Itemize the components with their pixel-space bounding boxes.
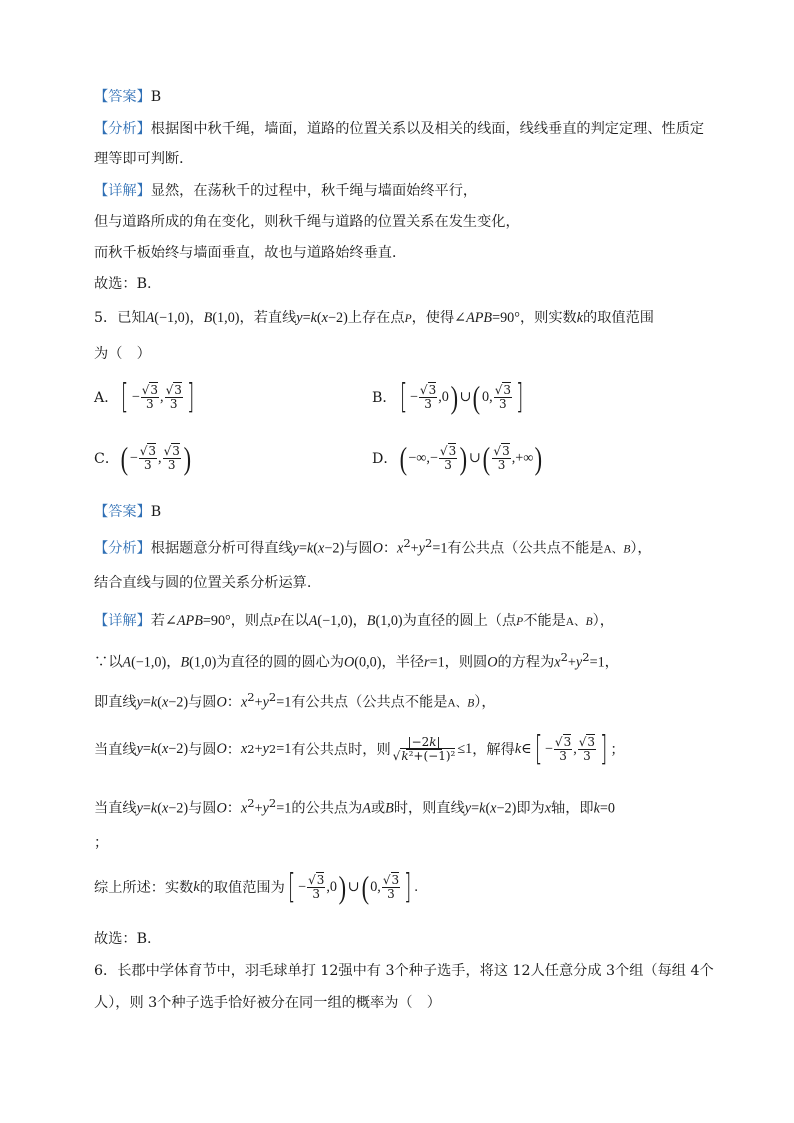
q6-line-2	[94, 992, 441, 1012]
detail-text: ，半径	[381, 654, 425, 671]
option-a: A． [ − $\frac{√3}{3}$ , $\frac{√3}{3}$ ]	[94, 377, 195, 417]
detail-text: 若	[150, 613, 165, 629]
analysis-text-2: 理等即可判断．	[94, 151, 194, 167]
detail-label: 【详解】	[94, 183, 151, 199]
detail-text: 的方程为	[497, 654, 555, 671]
q5-text: 5．已知	[94, 310, 146, 326]
analysis-label: 【分析】	[94, 121, 151, 137]
detail-text: 的公共点为	[291, 800, 363, 817]
analysis-label: 【分析】	[94, 540, 151, 557]
detail-text: 为直径的圆上（点	[402, 613, 517, 629]
detail-line-2	[94, 211, 520, 231]
answer-label: 【答案】	[94, 89, 151, 105]
q6-text: 6．长郡中学体育节中，羽毛球单打 12强中有 3个种子选手，将这 12人任意分成 3个组（每组 4个	[94, 963, 714, 979]
choose-line-2	[94, 928, 152, 948]
option-d: D． ( −∞,− $\frac{√3}{3}$ ) ∪ ( $\frac{√3}{3}$ ,+∞ )	[372, 440, 543, 476]
option-label: A．	[94, 390, 119, 406]
q5-text: 上存在点	[347, 310, 405, 326]
detail-text: 即直线	[94, 694, 137, 711]
q5-text: ，若直线	[239, 310, 297, 326]
detail-text: ），	[474, 694, 496, 711]
option-label: D．	[372, 451, 398, 467]
answer-value: B	[150, 89, 162, 105]
option-b: B． [ − $\frac{√3}{3}$ ,0 ) ∪ ( 0, $\frac{√3}{3}$ ]	[372, 377, 524, 417]
analysis-line-1	[94, 118, 704, 138]
detail2-line-1: 【详解】若∠APB=90°，则点P在以A(−1,0)，B(1,0)为直径的圆上（点P不能是A、B），	[94, 613, 614, 629]
detail-text-3: 而秋千板始终与墙面垂直，故也与道路始终垂直．	[94, 245, 407, 261]
detail-text: 为直径的圆的圆心为	[216, 654, 345, 671]
detail-text: 有公共点（公共点不能是	[291, 694, 448, 711]
analysis2-line-2	[94, 572, 311, 592]
analysis-line-2	[94, 148, 193, 168]
q6-text-2: 人），则 3个种子选手恰好被分在同一组的概率为（ ）	[94, 995, 441, 1011]
detail-text: 不能是	[523, 613, 566, 629]
answer-line-2	[94, 501, 161, 521]
detail-text: 或	[370, 800, 386, 817]
choose-text: 故选：B.	[94, 931, 152, 947]
detail-text: ，则圆	[444, 654, 488, 671]
detail2-line-7: 综上所述：实数 k 的取值范围为 [ − $\frac{√3}{3}$ ,0 ) ∪ ( 0, $\frac{√3}{3}$ ] .	[94, 867, 418, 907]
q5-stem-line-2	[94, 343, 151, 363]
detail2-line-3: 即直线y=k(x−2)与圆O：$x^2+y^2=1$有公共点（公共点不能是A、B），	[94, 690, 496, 711]
detail-text: 与圆	[188, 800, 217, 817]
detail2-line-6	[94, 832, 108, 852]
analysis2-line-1: 【分析】根据题意分析可得直线y=k(x−2)与圆O：$x^2+y^2=1$有公共点（公共点不能是A、B），	[94, 536, 652, 557]
detail-text: ∵以	[94, 654, 123, 671]
choose-text: 故选：B.	[94, 276, 152, 292]
analysis-text: ），	[630, 540, 652, 557]
detail-text: 的取值范围为	[199, 880, 285, 896]
detail2-line-4: 当直线 y = k ( x −2) 与圆 O ： x 2 + y 2 =1 有公共点时，则 $\frac{|-2k|}{\text{√k²+(−1)²}}$ ≤1 ，解得 k ∈ [ − $\frac{√3}{3}$ , $\frac{√3}{3}$ ] ；	[94, 729, 625, 769]
detail-text: 与圆	[188, 742, 217, 758]
detail-text: 在以	[280, 613, 309, 629]
option-label: B．	[372, 390, 397, 406]
analysis-text: 根据图中秋千绳，墙面，道路的位置关系以及相关的线面，线线垂直的判定定理、性质定	[150, 121, 705, 137]
analysis-text: 与圆	[344, 540, 373, 557]
analysis-text: 根据题意分析可得直线	[150, 540, 293, 557]
detail-text: ；	[94, 835, 109, 851]
detail-text: 轴，即	[551, 800, 594, 817]
detail-text: 综上所述：实数	[94, 880, 194, 896]
detail-text: 时，则直线	[393, 800, 465, 817]
detail2-line-2: ∵以A(−1,0)，B(1,0)为直径的圆的圆心为O(0,0)，半径r=1，则圆O的方程为$x^2+y^2=1$，	[94, 650, 619, 671]
detail2-line-5: 当直线y=k(x−2)与圆O：$x^2+y^2=1$的公共点为A或B时，则直线y=k(x−2)即为x轴，即k=0	[94, 796, 616, 817]
analysis-text: 有公共点（公共点不能是	[447, 540, 604, 557]
analysis-text-2: 结合直线与圆的位置关系分析运算.	[94, 575, 312, 591]
q5-text: ，则实数	[519, 310, 577, 326]
q5-text: 为（ ）	[94, 346, 151, 362]
detail-text: 有公共点时，则	[291, 742, 391, 758]
q6-line-1	[94, 960, 714, 980]
detail-text: 当直线	[94, 742, 137, 758]
detail-line-3	[94, 242, 406, 262]
detail-text: 当直线	[94, 800, 137, 817]
detail-label: 【详解】	[94, 613, 151, 629]
detail-text: ，则点	[230, 613, 274, 629]
answer-line-1	[94, 86, 161, 106]
q5-stem-line-1: 5．已知A(−1,0)，B(1,0)，若直线y=k(x−2)上存在点P，使得∠APB=90°，则实数k的取值范围	[94, 310, 654, 326]
answer-label: 【答案】	[94, 504, 151, 520]
q5-text: ，	[189, 310, 204, 326]
detail-line-1	[94, 180, 477, 200]
detail-text: 即为	[516, 800, 545, 817]
q5-text: 的取值范围	[583, 310, 654, 326]
answer-value: B	[150, 504, 162, 520]
option-c: C． ( − $\frac{√3}{3}$ , $\frac{√3}{3}$ )	[94, 440, 191, 476]
detail-text: ，解得	[472, 742, 515, 758]
detail-text: 与圆	[188, 694, 217, 711]
q5-text: ，使得	[411, 310, 455, 326]
option-label: C．	[94, 451, 120, 467]
detail-text-2: 但与道路所成的角在变化，则秋千绳与道路的位置关系在发生变化，	[94, 214, 520, 230]
detail-text: ），	[592, 613, 614, 629]
choose-line-1	[94, 273, 152, 293]
detail-text: 显然，在荡秋千的过程中，秋千绳与墙面始终平行，	[150, 183, 478, 199]
